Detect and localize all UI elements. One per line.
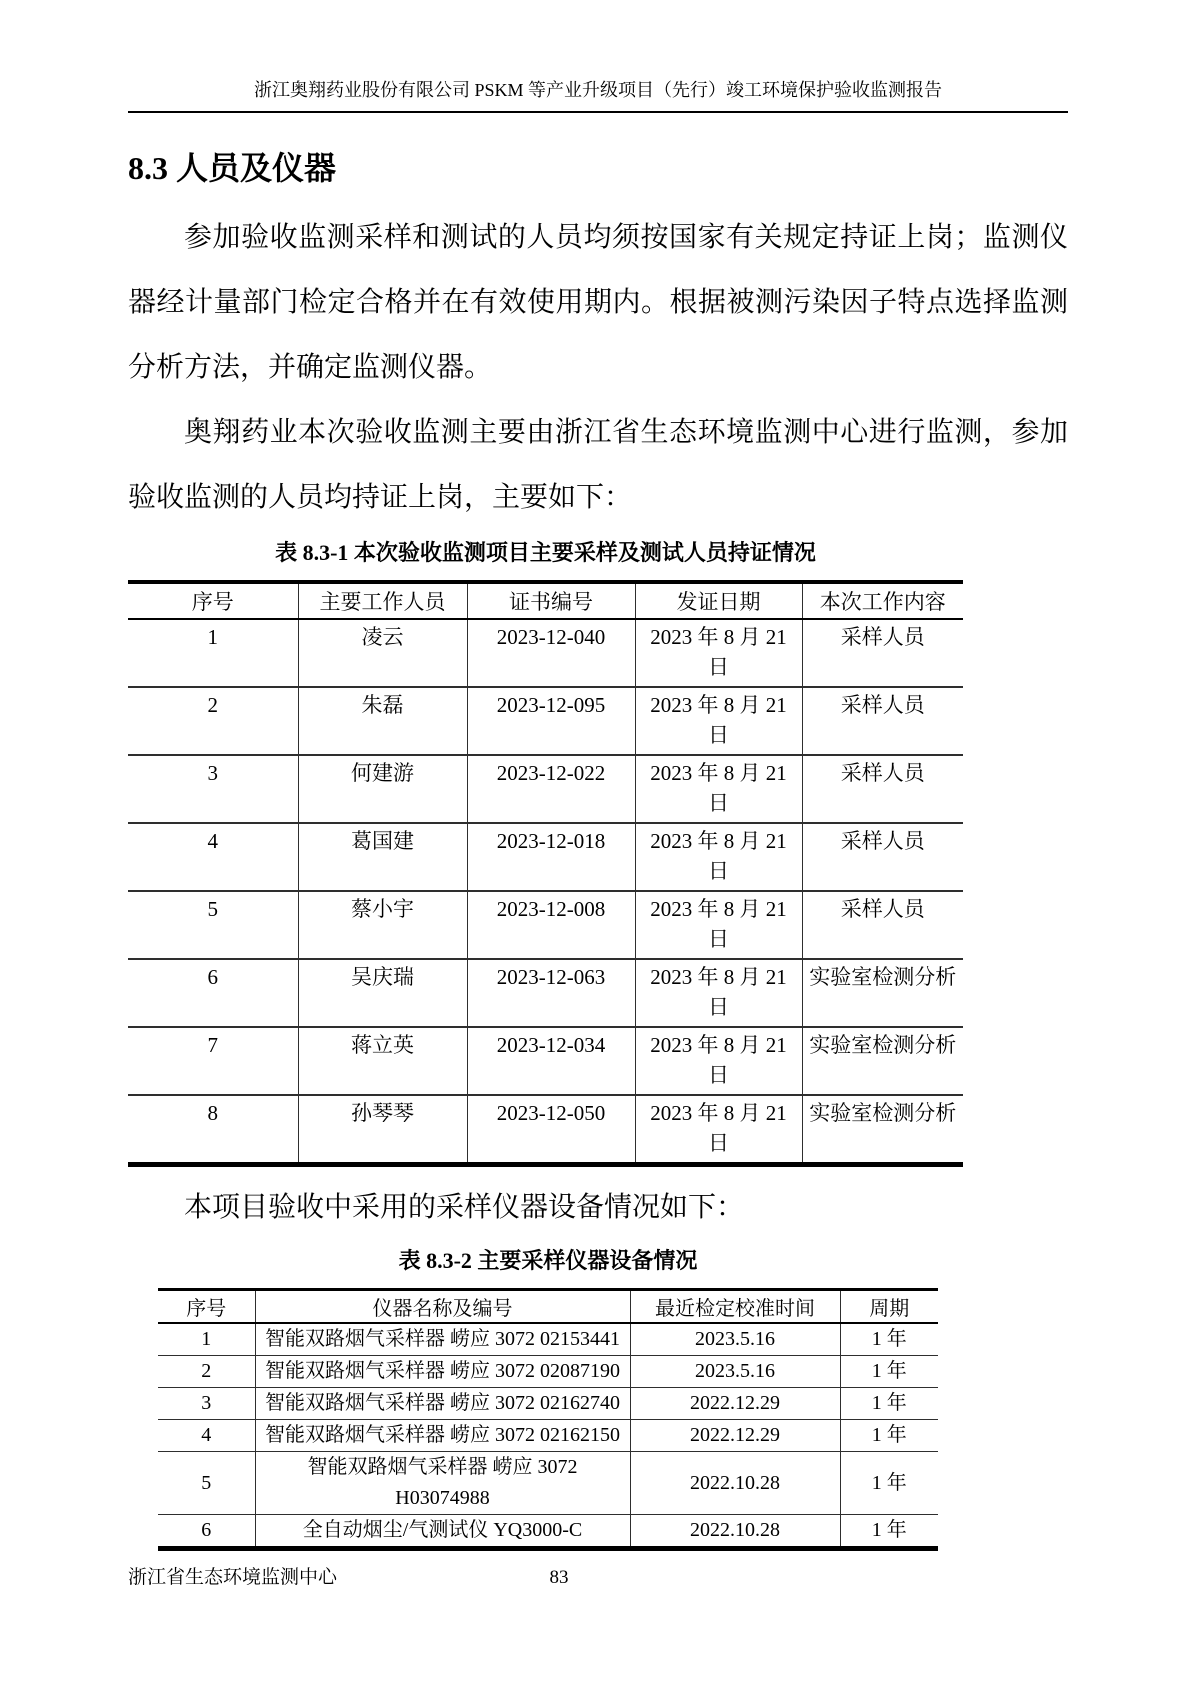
cell-index: 3 [128, 755, 298, 823]
cell-staff-name: 葛国建 [298, 823, 467, 891]
cell-cert-no: 2023-12-050 [467, 1095, 635, 1165]
cell-staff-name: 朱磊 [298, 687, 467, 755]
column-header-instrument: 仪器名称及编号 [255, 1290, 630, 1324]
cell-issue-date: 2023 年 8 月 21 日 [635, 755, 802, 823]
equipment-table [158, 1288, 938, 1551]
cell-index: 8 [128, 1095, 298, 1165]
column-header-work: 本次工作内容 [802, 582, 963, 619]
cell-issue-date: 2023 年 8 月 21 日 [635, 1027, 802, 1095]
cell-index: 6 [128, 959, 298, 1027]
column-header-index: 序号 [128, 582, 298, 619]
cell-index: 3 [158, 1388, 255, 1420]
cell-instrument-name: 智能双路烟气采样器 崂应 3072 02153441 [255, 1323, 630, 1356]
cell-index: 4 [158, 1420, 255, 1452]
cell-cert-no: 2023-12-040 [467, 619, 635, 687]
cell-calibration-time: 2022.12.29 [630, 1420, 840, 1452]
cell-index: 7 [128, 1027, 298, 1095]
cell-calibration-time: 2022.10.28 [630, 1452, 840, 1515]
cell-cert-no: 2023-12-022 [467, 755, 635, 823]
personnel-table-row [128, 891, 963, 959]
cell-work: 实验室检测分析 [802, 1095, 963, 1165]
personnel-table-row [128, 959, 963, 1027]
personnel-table-row [128, 619, 963, 687]
cell-index: 4 [128, 823, 298, 891]
cell-index: 5 [158, 1452, 255, 1515]
cell-instrument-name: 智能双路烟气采样器 崂应 3072 02162740 [255, 1388, 630, 1420]
equipment-table-row [158, 1388, 938, 1420]
personnel-table-row [128, 823, 963, 891]
column-header-period: 周期 [840, 1290, 938, 1324]
cell-cert-no: 2023-12-034 [467, 1027, 635, 1095]
cell-period: 1 年 [840, 1515, 938, 1549]
cell-period: 1 年 [840, 1323, 938, 1356]
cell-work: 采样人员 [802, 755, 963, 823]
equipment-table-row [158, 1356, 938, 1388]
cell-index: 5 [128, 891, 298, 959]
cell-index: 2 [158, 1356, 255, 1388]
cell-staff-name: 何建游 [298, 755, 467, 823]
paragraph-monitoring-org: 奥翔药业本次验收监测主要由浙江省生态环境监测中心进行监测，参加验收监测的人员均持证上岗，主要如下： [128, 417, 1068, 513]
cell-cert-no: 2023-12-008 [467, 891, 635, 959]
cell-instrument-name: 智能双路烟气采样器 崂应 3072 H03074988 [255, 1452, 630, 1515]
cell-index: 2 [128, 687, 298, 755]
column-header-calibration: 最近检定校准时间 [630, 1290, 840, 1324]
paragraph-equipment-intro: 本项目验收中采用的采样仪器设备情况如下： [184, 1192, 745, 1223]
cell-cert-no: 2023-12-095 [467, 687, 635, 755]
cell-instrument-name: 全自动烟尘/气测试仪 YQ3000-C [255, 1515, 630, 1549]
cell-calibration-time: 2023.5.16 [630, 1323, 840, 1356]
cell-period: 1 年 [840, 1452, 938, 1515]
equipment-table-row [158, 1452, 938, 1515]
personnel-table-header-row [128, 582, 963, 619]
cell-work: 采样人员 [802, 823, 963, 891]
column-header-issue-date: 发证日期 [635, 582, 802, 619]
cell-staff-name: 蔡小宇 [298, 891, 467, 959]
cell-calibration-time: 2022.12.29 [630, 1388, 840, 1420]
personnel-table [128, 580, 963, 1167]
cell-issue-date: 2023 年 8 月 21 日 [635, 891, 802, 959]
cell-staff-name: 蒋立英 [298, 1027, 467, 1095]
column-header-cert-no: 证书编号 [467, 582, 635, 619]
page-number: 83 [549, 1567, 569, 1588]
equipment-table-row [158, 1515, 938, 1549]
personnel-table-row [128, 1095, 963, 1165]
cell-instrument-name: 智能双路烟气采样器 崂应 3072 02087190 [255, 1356, 630, 1388]
cell-cert-no: 2023-12-063 [467, 959, 635, 1027]
cell-work: 采样人员 [802, 619, 963, 687]
personnel-table-title: 表 8.3-1 本次验收监测项目主要采样及测试人员持证情况 [275, 540, 816, 565]
section-heading: 8.3 人员及仪器 [128, 150, 337, 186]
cell-period: 1 年 [840, 1356, 938, 1388]
cell-issue-date: 2023 年 8 月 21 日 [635, 619, 802, 687]
equipment-table-row [158, 1420, 938, 1452]
paragraph-certification: 参加验收监测采样和测试的人员均须按国家有关规定持证上岗；监测仪器经计量部门检定合格并在有效使用期内。根据被测污染因子特点选择监测分析方法，并确定监测仪器。 [128, 222, 1068, 383]
column-header-staff: 主要工作人员 [298, 582, 467, 619]
cell-work: 采样人员 [802, 891, 963, 959]
cell-work: 采样人员 [802, 687, 963, 755]
cell-issue-date: 2023 年 8 月 21 日 [635, 959, 802, 1027]
cell-period: 1 年 [840, 1420, 938, 1452]
cell-work: 实验室检测分析 [802, 1027, 963, 1095]
personnel-table-row [128, 755, 963, 823]
document-header-title: 浙江奥翔药业股份有限公司 PSKM 等产业升级项目（先行）竣工环境保护验收监测报告 [128, 78, 1068, 113]
cell-cert-no: 2023-12-018 [467, 823, 635, 891]
equipment-table-title: 表 8.3-2 主要采样仪器设备情况 [398, 1248, 698, 1273]
cell-index: 6 [158, 1515, 255, 1549]
cell-work: 实验室检测分析 [802, 959, 963, 1027]
personnel-table-row [128, 687, 963, 755]
cell-index: 1 [158, 1323, 255, 1356]
cell-staff-name: 孙琴琴 [298, 1095, 467, 1165]
column-header-index: 序号 [158, 1290, 255, 1324]
equipment-table-row [158, 1323, 938, 1356]
equipment-table-header-row [158, 1290, 938, 1324]
cell-calibration-time: 2023.5.16 [630, 1356, 840, 1388]
cell-issue-date: 2023 年 8 月 21 日 [635, 823, 802, 891]
footer-organization: 浙江省生态环境监测中心 [128, 1567, 338, 1588]
cell-issue-date: 2023 年 8 月 21 日 [635, 1095, 802, 1165]
cell-staff-name: 吴庆瑞 [298, 959, 467, 1027]
cell-instrument-name: 智能双路烟气采样器 崂应 3072 02162150 [255, 1420, 630, 1452]
personnel-table-row [128, 1027, 963, 1095]
cell-staff-name: 凌云 [298, 619, 467, 687]
cell-index: 1 [128, 619, 298, 687]
page-footer [128, 1565, 990, 1591]
cell-calibration-time: 2022.10.28 [630, 1515, 840, 1549]
cell-issue-date: 2023 年 8 月 21 日 [635, 687, 802, 755]
cell-period: 1 年 [840, 1388, 938, 1420]
